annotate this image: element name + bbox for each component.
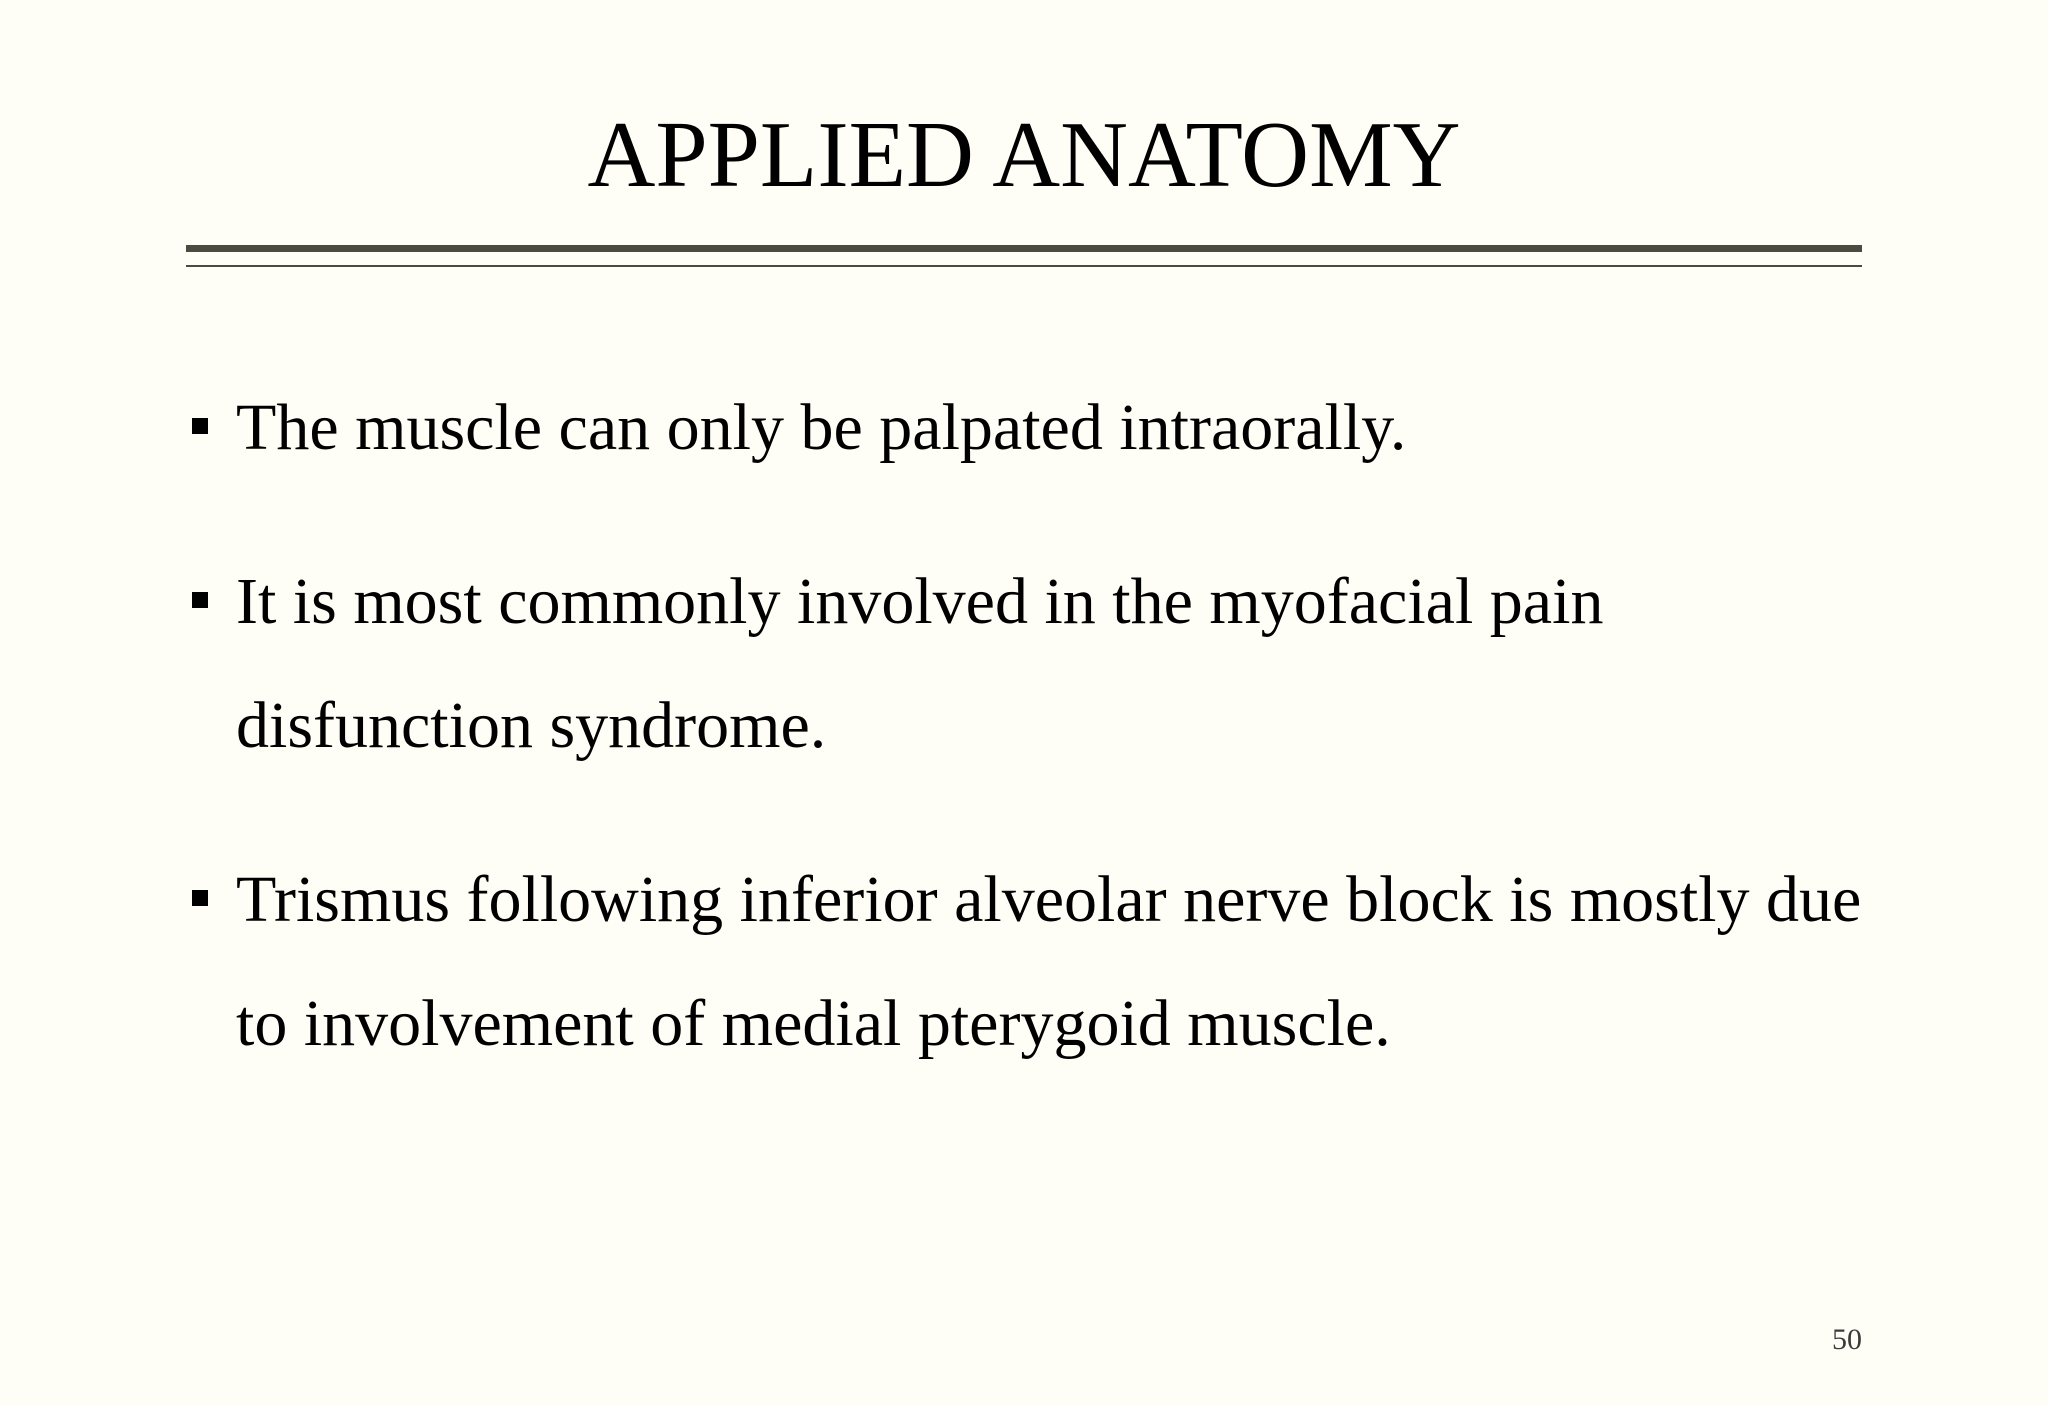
bullet-text: It is most commonly involved in the myofacial pain disfunction syndrome. — [236, 565, 1604, 762]
bullet-item — [190, 540, 1746, 788]
bullet-list — [190, 366, 1890, 1136]
square-bullet-icon — [192, 592, 208, 608]
bullet-text: The muscle can only be palpated intraorally. — [236, 391, 1407, 464]
bullet-text: Trismus following inferior alveolar nerve block is mostly due to involvement of medial pterygoid muscle. — [236, 863, 1862, 1060]
bullet-item — [190, 366, 1890, 490]
square-bullet-icon — [192, 890, 208, 906]
slide-title: APPLIED ANATOMY — [587, 103, 1461, 207]
title-divider-thin — [186, 265, 1862, 267]
bullet-item — [190, 838, 1916, 1086]
title-divider-thick — [186, 245, 1862, 252]
page-number: 50 — [1832, 1323, 1862, 1356]
square-bullet-icon — [192, 418, 208, 434]
